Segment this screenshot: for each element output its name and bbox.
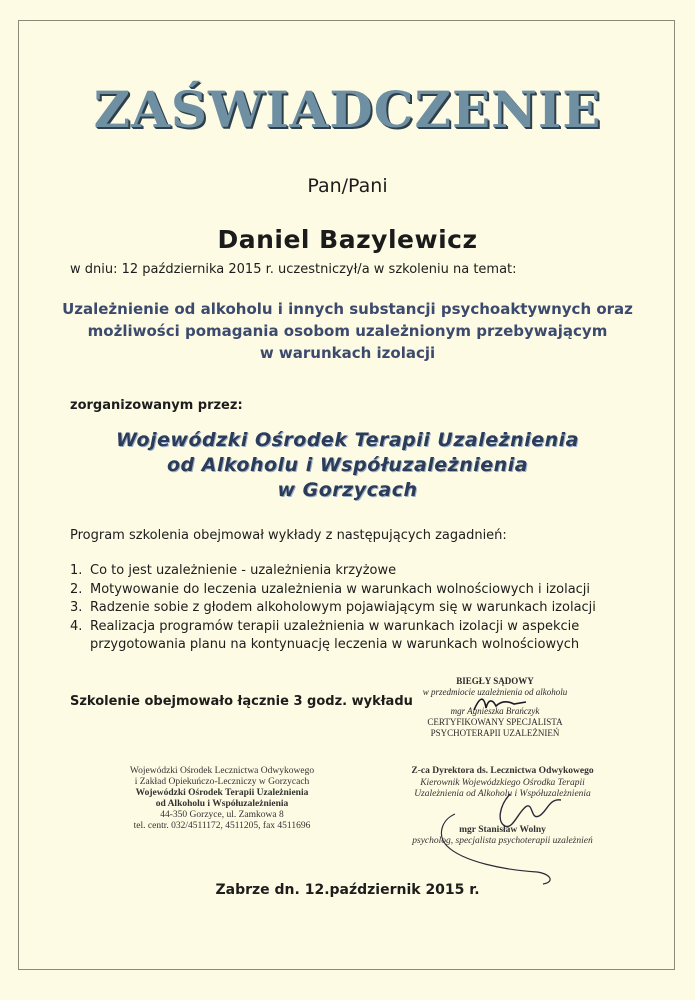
certificate-title: ZAŚWIADCZENIE (93, 80, 602, 139)
salutation: Pan/Pani (307, 175, 388, 197)
list-item (70, 581, 630, 600)
topic-line: w warunkach izolacji (259, 344, 436, 362)
organiser-institution (0, 428, 695, 503)
list-item-text: Realizacja programów terapii uzależnienia w warunkach izolacji w aspekcie (90, 618, 580, 634)
participant-name: Daniel Bazylewicz (217, 225, 478, 254)
stamp-line: Z-ca Dyrektora ds. Lecznictwa Odwykowego (411, 766, 594, 776)
stamp-line: tel. centr. 032/4511172, 4511205, fax 4511696 (133, 821, 311, 831)
stamp-line: Wojewódzki Ośrodek Lecznictwa Odwykowego (129, 766, 315, 776)
list-item-text: Radzenie sobie z głodem alkoholowym pojawiającym się w warunkach izolacji (90, 600, 596, 615)
list-item (70, 599, 630, 618)
stamp-line: mgr Agnieszka Brańczyk (450, 706, 540, 716)
deputy-signature (415, 776, 590, 888)
expert-signature (470, 694, 530, 716)
list-item-number: 4. (70, 618, 83, 634)
program-intro: Program szkolenia obejmował wykłady z następujących zagadnień: (70, 528, 507, 543)
program-topics-list (70, 562, 630, 655)
stamp-line: i Zakład Opiekuńczo-Leczniczy w Gorzycach (134, 777, 310, 787)
stamp-line: w przedmiocie uzależnienia od alkoholu (422, 687, 568, 697)
training-topic (0, 298, 695, 364)
list-item (70, 562, 630, 581)
stamp-line: psycholog, specjalista psychoterapii uzależnień (412, 836, 593, 846)
stamp-line: mgr Stanisław Wolny (459, 824, 546, 835)
list-item-text: Co to jest uzależnienie - uzależnienia krzyżowe (90, 563, 397, 578)
topic-line: możliwości pomagania osobom uzależnionym przebywającym (87, 322, 608, 340)
training-hours: Szkolenie obejmowało łącznie 3 godz. wykładu (70, 694, 413, 709)
list-item-number: 3. (70, 600, 83, 615)
list-item (70, 618, 630, 655)
date-line: w dniu: 12 października 2015 r. uczestniczył/a w szkoleniu na temat: (70, 262, 517, 277)
institution-line: w Gorzycach (277, 479, 418, 501)
topic-line: Uzależnienie od alkoholu i innych substancji psychoaktywnych oraz (62, 300, 633, 318)
stamp-line: Kierownik Wojewódzkiego Ośrodka Terapii (420, 777, 585, 788)
institution-line: od Alkoholu i Współuzależnienia (166, 454, 529, 476)
institution-line: Wojewódzki Ośrodek Terapii Uzależnienia (116, 429, 579, 451)
list-item-text: Motywowanie do leczenia uzależnienia w warunkach wolnościowych i izolacji (90, 581, 591, 597)
stamp-line: od Alkoholu i Współuzależnienia (155, 799, 289, 809)
stamp-line: BIEGŁY SĄDOWY (456, 676, 534, 686)
list-item-number: 2. (70, 581, 83, 597)
list-item-number: 1. (70, 563, 83, 578)
stamp-line: Uzależnienia od Alkoholu i Współuzależnienia (414, 789, 591, 799)
stamp-line: PSYCHOTERAPII UZALEŻNIEŃ (430, 728, 560, 738)
stamp-line: 44-350 Gorzyce, ul. Zamkowa 8 (160, 810, 284, 820)
stamp-line: CERTYFIKOWANY SPECJALISTA (427, 717, 563, 727)
list-item-text: przygotowania planu na kontynuację leczenia w warunkach wolnościowych (90, 637, 580, 652)
institution-stamp (112, 766, 332, 832)
stamp-line: Wojewódzki Ośrodek Terapii Uzależnienia (135, 788, 309, 798)
organised-by-label: zorganizowanym przez: (70, 398, 243, 413)
issue-date-place: Zabrze dn. 12.październik 2015 r. (215, 882, 480, 898)
